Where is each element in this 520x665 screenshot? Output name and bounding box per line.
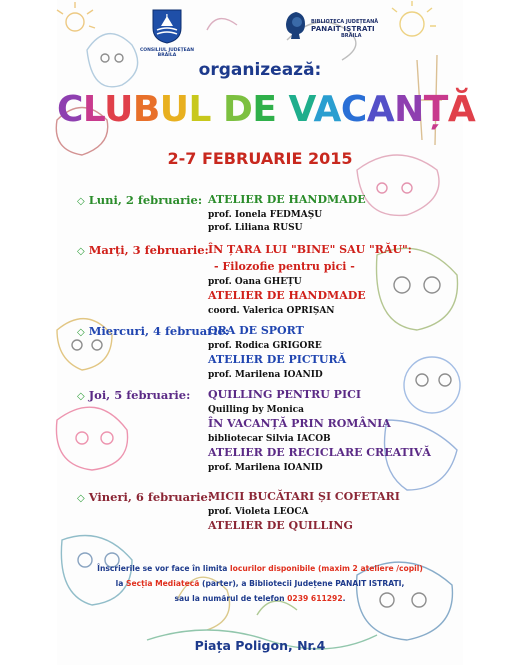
title-letter [276, 89, 288, 130]
title-letter: L [188, 89, 211, 130]
page-title [57, 89, 476, 130]
activity-title: ATELIER DE HANDMADE [208, 193, 366, 206]
schedule-day [77, 193, 202, 207]
schedule-day [77, 490, 212, 504]
schedule-day [77, 243, 209, 257]
registration-text: la [115, 579, 126, 588]
county-council-logo [135, 8, 199, 58]
activity-title: ATELIER DE RECICLARE CREATIVĂ [208, 446, 431, 459]
activity-title: MICII BUCĂTARI ȘI COFETARI [208, 490, 400, 503]
registration-line-2 [71, 576, 449, 591]
activity-coordinator: prof. Marilena IOANID [208, 369, 323, 380]
activity-title: ÎN ȚARA LUI "BINE" SAU "RĂU": [208, 243, 412, 256]
activity-title: QUILLING PENTRU PICI [208, 388, 361, 401]
activity-title: ORA DE SPORT [208, 324, 304, 337]
schedule-day-label: Luni, 2 februarie: [88, 193, 203, 207]
registration-text: sau la numărul de telefon [174, 594, 288, 603]
diamond-bullet-icon: ◇ [77, 391, 85, 402]
poster [57, 0, 476, 665]
schedule-day [77, 388, 190, 402]
registration-phone: 0239 611292 [287, 594, 343, 603]
title-letter: B [132, 89, 160, 130]
activity-title: ATELIER DE QUILLING [208, 519, 353, 532]
title-letter: Ț [423, 89, 448, 130]
library-caption-line2: PANAIT ISTRATI [311, 25, 375, 33]
library-caption [311, 19, 378, 40]
title-letter: N [394, 89, 424, 130]
registration-highlight: locurilor disponibile [230, 564, 316, 573]
event-dates: 2-7 FEBRUARIE 2015 [167, 149, 353, 168]
title-letter: A [366, 89, 395, 130]
title-letter: U [159, 89, 189, 130]
activity-coordinator: prof. Violeta LEOCA [208, 506, 309, 517]
activity-coordinator: prof. Oana GHEȚU [208, 276, 302, 287]
schedule-day-label: Joi, 5 februarie: [88, 388, 191, 402]
activity-coordinator: prof. Rodica GRIGORE [208, 340, 322, 351]
diamond-bullet-icon: ◇ [77, 246, 85, 257]
schedule-day-label: Marți, 3 februarie: [88, 243, 209, 257]
activity-coordinator: Quilling by Monica [208, 404, 304, 415]
address: Piața Poligon, Nr.4 [194, 638, 326, 653]
registration-line-3 [71, 591, 449, 606]
diamond-bullet-icon: ◇ [77, 493, 85, 504]
title-letter [211, 89, 223, 130]
registration-highlight: (maxim 2 ateliere /copil) [315, 564, 423, 573]
county-council-caption-line2: BRĂILA [157, 53, 177, 58]
title-letter: C [57, 89, 83, 130]
activity-coordinator: coord. Valerica OPRIȘAN [208, 305, 335, 316]
title-letter: L [82, 89, 105, 130]
registration-text: Înscrierile se vor face în limita [97, 564, 231, 573]
schedule-day-label: Miercuri, 4 februarie: [88, 324, 230, 338]
schedule-day [77, 324, 229, 338]
coat-of-arms-icon [151, 8, 183, 44]
activity-title: ATELIER DE HANDMADE [208, 289, 366, 302]
activity-title: - Filozofie pentru pici - [214, 260, 355, 273]
county-council-caption-line1: CONSILIUL JUDEȚEAN [140, 48, 194, 53]
title-letter: A [313, 89, 341, 130]
diamond-bullet-icon: ◇ [77, 327, 85, 338]
registration-info [71, 561, 449, 606]
registration-line-1 [71, 561, 449, 576]
library-portrait-icon [285, 10, 307, 40]
activity-coordinator: bibliotecar Silvia IACOB [208, 433, 331, 444]
registration-text: (parter), a Bibliotecii Județene PANAIT ISTRATI, [199, 579, 405, 588]
title-letter: Ă [447, 89, 476, 130]
title-letter: C [340, 89, 367, 130]
activity-title: ATELIER DE PICTURĂ [208, 353, 347, 366]
activity-coordinator: prof. Liliana RUSU [208, 223, 303, 233]
registration-text: . [342, 594, 346, 603]
activity-title: ÎN VACANȚĂ PRIN ROMÂNIA [208, 417, 391, 430]
activity-coordinator: prof. Ionela FEDMAȘU [208, 209, 323, 220]
activity-coordinator: prof. Marilena IOANID [208, 462, 323, 473]
schedule-day-label: Vineri, 6 februarie: [88, 490, 213, 504]
title-letter: D [223, 89, 253, 130]
library-caption-line3: BRĂILA [341, 33, 362, 39]
library-caption-line1: BIBLIOTECA JUDEȚEANĂ [311, 19, 379, 25]
title-letter: V [288, 89, 314, 130]
registration-highlight: Secția Mediatecă [125, 579, 200, 588]
title-letter: U [104, 89, 133, 130]
title-letter: E [252, 89, 277, 130]
diamond-bullet-icon: ◇ [77, 196, 85, 207]
organizer-text: organizează: [198, 60, 322, 80]
